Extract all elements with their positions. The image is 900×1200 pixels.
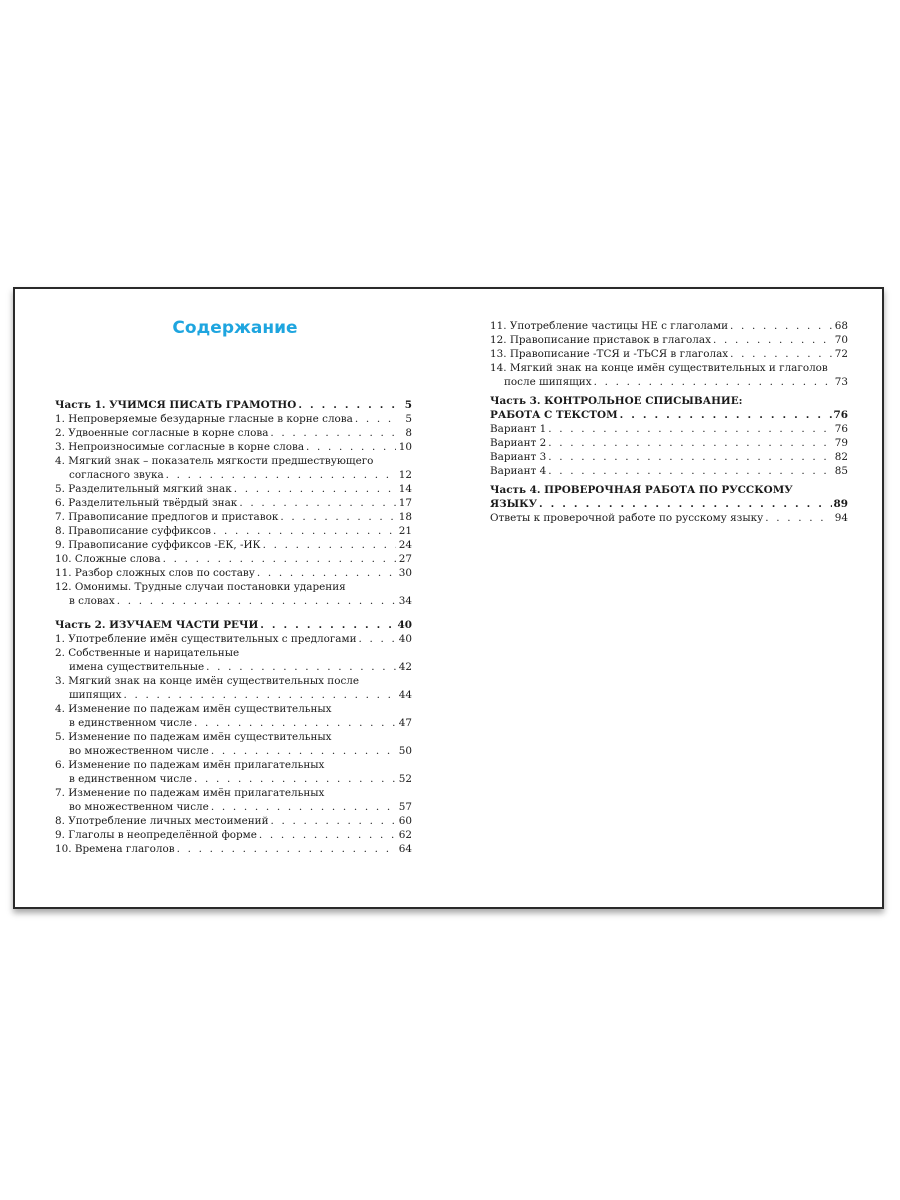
toc-entry-text: РАБОТА С ТЕКСТОМ	[490, 409, 618, 421]
dot-leader	[539, 497, 832, 511]
part-header	[490, 497, 848, 511]
page-number: 44	[398, 689, 412, 701]
page-title: Содержание	[172, 318, 298, 338]
dot-leader	[765, 511, 832, 525]
page-number: 62	[398, 829, 412, 841]
toc-entry-text: 5. Изменение по падежам имён существительных	[55, 731, 332, 743]
toc-entry	[55, 426, 412, 440]
page-number: 70	[834, 334, 848, 346]
toc-entry-text: 7. Правописание предлогов и приставок	[55, 511, 279, 523]
toc-entry	[55, 660, 412, 674]
toc-entry-text: 6. Изменение по падежам имён прилагательных	[55, 759, 325, 771]
toc-entry-text: 2. Собственные и нарицательные	[55, 647, 240, 659]
page-number: 60	[398, 815, 412, 827]
toc-entry	[55, 524, 412, 538]
page-number: 47	[398, 717, 412, 729]
dot-leader	[263, 538, 396, 552]
toc-entry	[490, 347, 848, 361]
toc-entry	[55, 482, 412, 496]
toc-entry-text: 7. Изменение по падежам имён прилагательных	[55, 787, 325, 799]
toc-entry	[490, 333, 848, 347]
dot-leader	[234, 482, 396, 496]
toc-entry-text: во множественном числе	[69, 745, 209, 757]
toc-entry	[55, 510, 412, 524]
toc-entry	[55, 646, 412, 660]
toc-entry	[55, 688, 412, 702]
toc-entry	[55, 828, 412, 842]
toc-entry-text: 10. Времена глаголов	[55, 843, 175, 855]
dot-leader	[306, 440, 396, 454]
toc-entry-text: 2. Удвоенные согласные в корне слова	[55, 427, 269, 439]
page-number: 34	[398, 595, 412, 607]
dot-leader	[359, 632, 397, 646]
page-number: 52	[398, 773, 412, 785]
dot-leader	[239, 496, 396, 510]
toc-entry-text: Вариант 2	[490, 437, 547, 449]
toc-entry-text: согласного звука	[69, 469, 164, 481]
book-spread	[13, 287, 884, 909]
part-header	[55, 398, 412, 412]
toc-entry-text: 8. Правописание суффиксов	[55, 525, 211, 537]
toc-entry-text: 6. Разделительный твёрдый знак	[55, 497, 238, 509]
toc-entry	[490, 422, 848, 436]
dot-leader	[194, 716, 396, 730]
toc-entry	[55, 758, 412, 772]
page-number: 72	[834, 348, 848, 360]
dot-leader	[260, 618, 395, 632]
toc-entry-text: 3. Непроизносимые согласные в корне слова	[55, 441, 305, 453]
toc-entry	[55, 716, 412, 730]
page-number: 42	[398, 661, 412, 673]
page-number: 18	[398, 511, 412, 523]
toc-entry	[55, 632, 412, 646]
toc-entry-text: 13. Правописание -ТСЯ и -ТЬСЯ в глаголах	[490, 348, 729, 360]
page-number: 73	[834, 376, 848, 388]
dot-leader	[730, 347, 832, 361]
toc-entry	[55, 412, 412, 426]
toc-entry-text: 11. Употребление частицы НЕ с глаголами	[490, 320, 729, 332]
dot-leader	[713, 333, 832, 347]
toc-entry	[55, 674, 412, 688]
toc-entry	[55, 552, 412, 566]
page-number: 40	[397, 619, 412, 631]
toc-entry-text: Часть 2. ИЗУЧАЕМ ЧАСТИ РЕЧИ	[55, 619, 259, 631]
dot-leader	[620, 408, 832, 422]
toc-entry	[55, 744, 412, 758]
toc-entry	[490, 511, 848, 525]
dot-leader	[177, 842, 396, 856]
dot-leader	[124, 688, 396, 702]
page-number: 5	[404, 399, 412, 411]
dot-leader	[206, 660, 396, 674]
toc-entry-text: в словах	[69, 595, 115, 607]
page-number: 57	[398, 801, 412, 813]
dot-leader	[194, 772, 396, 786]
page-number: 27	[398, 553, 412, 565]
dot-leader	[166, 468, 396, 482]
dot-leader	[594, 375, 832, 389]
page-number: 40	[398, 633, 412, 645]
toc-entry	[55, 842, 412, 856]
toc-entry-text: ЯЗЫКУ	[490, 498, 538, 510]
page-number: 94	[834, 512, 848, 524]
page-number: 68	[834, 320, 848, 332]
toc-entry	[55, 594, 412, 608]
part-header	[490, 394, 848, 408]
dot-leader	[271, 814, 396, 828]
toc-entry-text: 1. Употребление имён существительных с предлогами	[55, 633, 357, 645]
page-number: 76	[834, 423, 848, 435]
toc-entry	[55, 730, 412, 744]
toc-entry-text: после шипящих	[504, 376, 592, 388]
page-number: 24	[398, 539, 412, 551]
toc-entry	[490, 375, 848, 389]
toc-entry-text: Ответы к проверочной работе по русскому языку	[490, 512, 764, 524]
dot-leader	[257, 566, 396, 580]
page-number: 5	[405, 413, 412, 425]
toc-entry-text: 11. Разбор сложных слов по составу	[55, 567, 255, 579]
toc-entry	[55, 702, 412, 716]
page-number: 89	[833, 498, 848, 510]
toc-entry-text: шипящих	[69, 689, 122, 701]
page-number: 17	[398, 497, 412, 509]
page-number: 50	[398, 745, 412, 757]
dot-leader	[211, 744, 396, 758]
right-toc-column	[490, 319, 848, 525]
left-toc-column	[55, 398, 412, 856]
toc-entry-text: Вариант 4	[490, 465, 547, 477]
dot-leader	[548, 450, 832, 464]
toc-entry	[55, 580, 412, 594]
toc-entry-text: 4. Мягкий знак – показатель мягкости предшествующего	[55, 455, 374, 467]
toc-entry	[55, 496, 412, 510]
toc-entry	[55, 454, 412, 468]
dot-leader	[548, 422, 832, 436]
toc-entry	[55, 566, 412, 580]
toc-entry-text: в единственном числе	[69, 773, 192, 785]
toc-entry-text: в единственном числе	[69, 717, 192, 729]
toc-entry-text: имена существительные	[69, 661, 205, 673]
toc-entry-text: во множественном числе	[69, 801, 209, 813]
page-number: 8	[405, 427, 412, 439]
dot-leader	[213, 524, 396, 538]
dot-leader	[730, 319, 832, 333]
dot-leader	[270, 426, 396, 440]
toc-entry-text: 14. Мягкий знак на конце имён существительных и глаголов	[490, 362, 828, 374]
page-number: 64	[398, 843, 412, 855]
toc-entry-text: 9. Глаголы в неопределённой форме	[55, 829, 257, 841]
toc-entry	[490, 319, 848, 333]
toc-entry	[55, 538, 412, 552]
toc-entry	[490, 361, 848, 375]
part-header	[55, 618, 412, 632]
toc-entry-text: 5. Разделительный мягкий знак	[55, 483, 232, 495]
toc-entry-text: Вариант 1	[490, 423, 547, 435]
dot-leader	[548, 464, 832, 478]
dot-leader	[211, 800, 396, 814]
page-number: 21	[398, 525, 412, 537]
toc-entry-text: 8. Употребление личных местоимений	[55, 815, 269, 827]
page-number: 14	[398, 483, 412, 495]
toc-entry	[55, 814, 412, 828]
toc-entry-text: Часть 1. УЧИМСЯ ПИСАТЬ ГРАМОТНО	[55, 399, 297, 411]
toc-entry-text: 9. Правописание суффиксов -ЕК, -ИК	[55, 539, 261, 551]
toc-entry-text: Часть 3. КОНТРОЛЬНОЕ СПИСЫВАНИЕ:	[490, 395, 743, 407]
toc-entry	[490, 450, 848, 464]
dot-leader	[117, 594, 396, 608]
page-number: 82	[834, 451, 848, 463]
dot-leader	[280, 510, 396, 524]
page-number: 12	[398, 469, 412, 481]
toc-entry-text: 4. Изменение по падежам имён существительных	[55, 703, 332, 715]
page-number: 79	[834, 437, 848, 449]
page-number: 85	[834, 465, 848, 477]
toc-entry-text: 1. Непроверяемые безударные гласные в корне слова	[55, 413, 353, 425]
toc-entry	[55, 786, 412, 800]
toc-entry-text: 3. Мягкий знак на конце имён существительных после	[55, 675, 360, 687]
page-number: 10	[398, 441, 412, 453]
toc-entry	[490, 464, 848, 478]
part-header	[490, 483, 848, 497]
toc-entry	[55, 800, 412, 814]
page-number: 30	[398, 567, 412, 579]
dot-leader	[355, 412, 396, 426]
toc-entry	[55, 468, 412, 482]
toc-entry-text: 10. Сложные слова	[55, 553, 161, 565]
page-number: 76	[833, 409, 848, 421]
toc-entry-text: Часть 4. ПРОВЕРОЧНАЯ РАБОТА ПО РУССКОМУ	[490, 484, 793, 496]
part-header	[490, 408, 848, 422]
dot-leader	[298, 398, 396, 412]
dot-leader	[163, 552, 396, 566]
toc-entry	[55, 772, 412, 786]
toc-entry-text: 12. Омонимы. Трудные случаи постановки ударения	[55, 581, 346, 593]
dot-leader	[259, 828, 396, 842]
toc-entry	[490, 436, 848, 450]
toc-entry-text: 12. Правописание приставок в глаголах	[490, 334, 711, 346]
toc-entry	[55, 440, 412, 454]
dot-leader	[548, 436, 832, 450]
toc-entry-text: Вариант 3	[490, 451, 547, 463]
